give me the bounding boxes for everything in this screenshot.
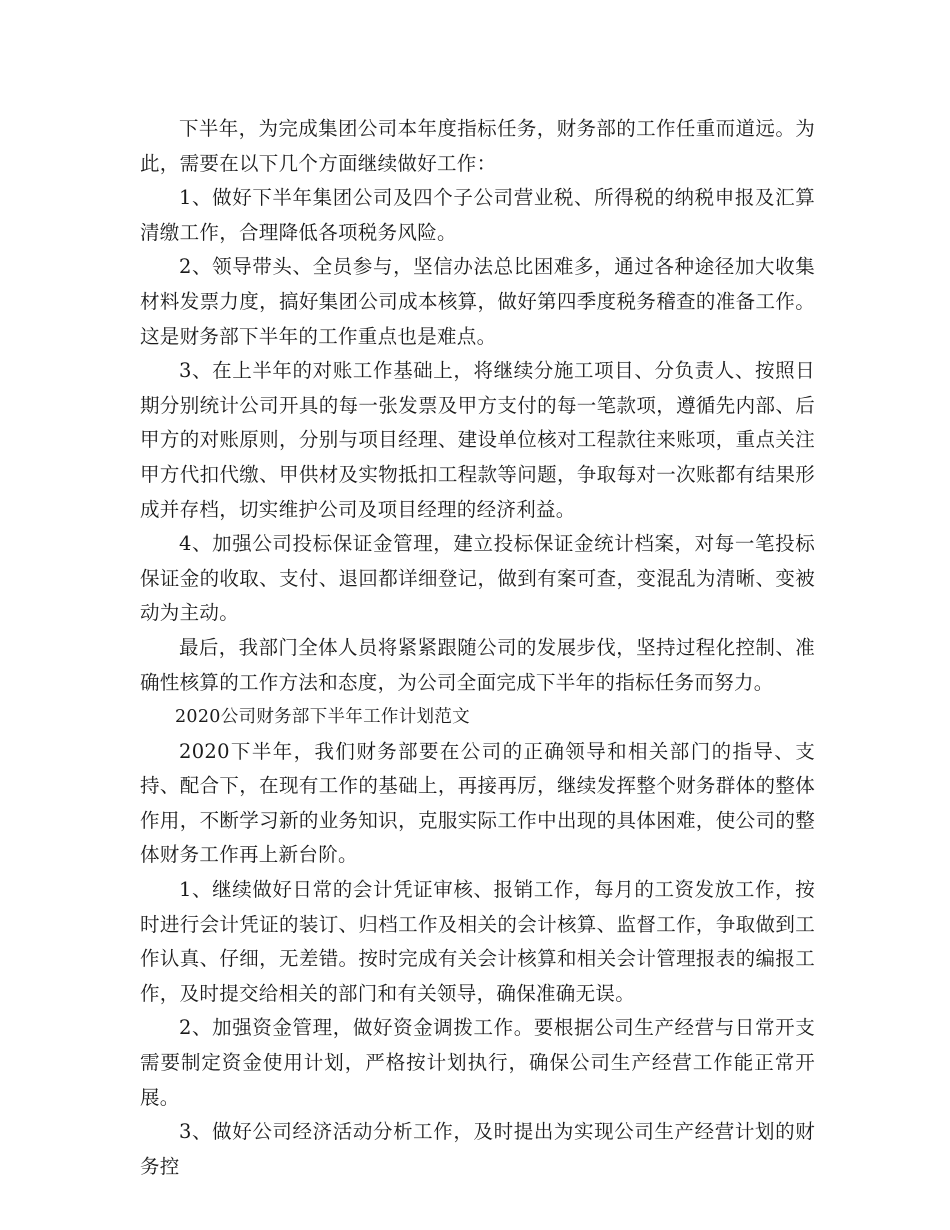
paragraph-section-intro: 2020下半年，我们财务部要在公司的正确领导和相关部门的指导、支持、配合下，在现有工作的基础上，再接再厉，继续发挥整个财务群体的整体作用，不断学习新的业务知识，克服实际工作中出现的具体困难，使公司的整体财务工作再上新台阶。 [140,739,815,867]
paragraph-item-1: 1、做好下半年集团公司及四个子公司营业税、所得税的纳税申报及汇算清缴工作，合理降低各项税务风险。 [140,186,815,244]
section-heading: 2020公司财务部下半年工作计划范文 [175,707,470,728]
paragraph-item-2: 2、领导带头、全员参与，坚信办法总比困难多，通过各种途径加大收集材料发票力度，搞好集团公司成本核算，做好第四季度税务稽查的准备工作。这是财务部下半年的工作重点也是难点。 [140,255,815,348]
paragraph-section-item-3: 3、做好公司经济活动分析工作，及时提出为实现公司生产经营计划的财务控 [140,1120,815,1178]
paragraph-section-item-2: 2、加强资金管理，做好资金调拨工作。要根据公司生产经营与日常开支需要制定资金使用计划，严格按计划执行，确保公司生产经营工作能正常开展。 [140,1016,815,1109]
paragraph-item-4: 4、加强公司投标保证金管理，建立投标保证金统计档案，对每一笔投标保证金的收取、支付、退回都详细登记，做到有案可查，变混乱为清晰、变被动为主动。 [140,532,815,625]
paragraph-item-3: 3、在上半年的对账工作基础上，将继续分施工项目、分负责人、按照日期分别统计公司开具的每一张发票及甲方支付的每一笔款项，遵循先内部、后甲方的对账原则，分别与项目经理、建设单位核对工程款往来账项，重点关注甲方代扣代缴、甲供材及实物抵扣工程款等问题，争取每对一次账都有结果形成并存档，切实维护公司及项目经理的经济利益。 [140,359,815,521]
paragraph-conclusion: 最后，我部门全体人员将紧紧跟随公司的发展步伐，坚持过程化控制、准确性核算的工作方法和态度，为公司全面完成下半年的指标任务而努力。 [140,635,815,694]
document-body [140,112,815,1184]
paragraph-section-item-1: 1、继续做好日常的会计凭证审核、报销工作，每月的工资发放工作，按时进行会计凭证的装订、归档工作及相关的会计核算、监督工作，争取做到工作认真、仔细，无差错。按时完成有关会计核算和相关会计管理报表的编报工作，及时提交给相关的部门和有关领导，确保准确无误。 [140,878,815,1005]
paragraph-intro: 下半年，为完成集团公司本年度指标任务，财务部的工作任重而道远。为此，需要在以下几个方面继续做好工作： [140,117,815,175]
